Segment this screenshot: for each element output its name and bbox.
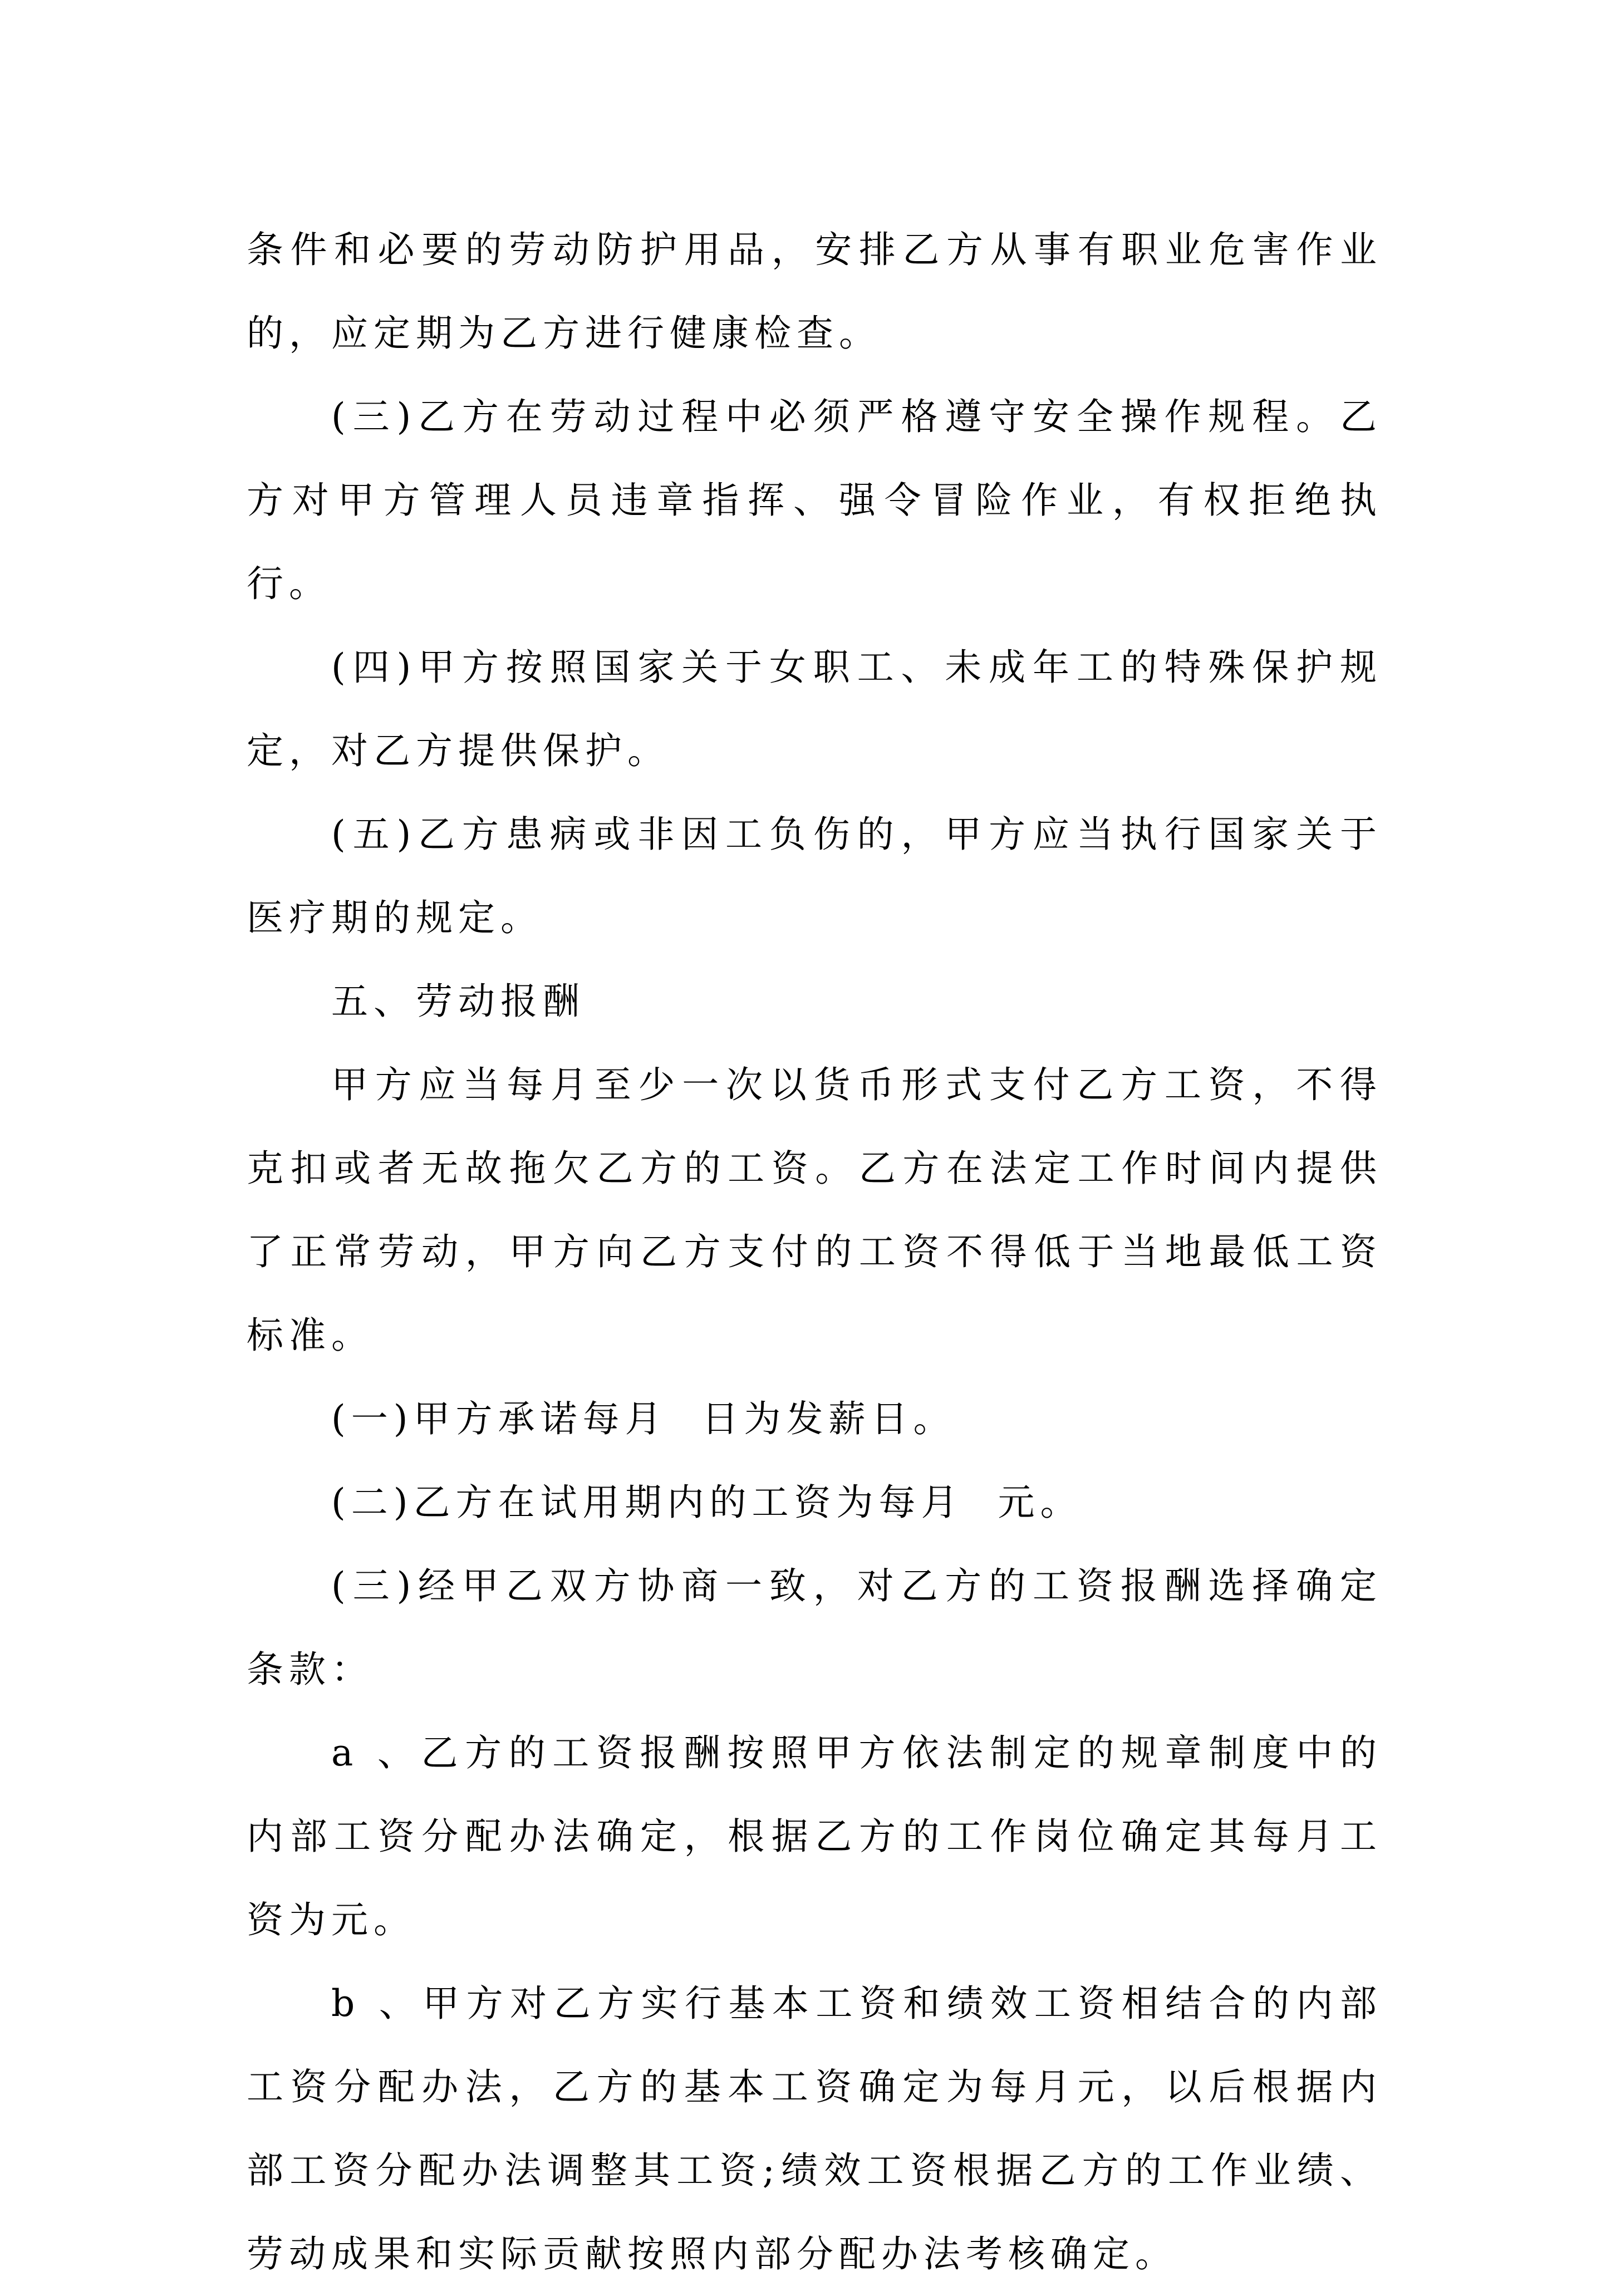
paragraph-special-protection: (四)甲方按照国家关于女职工、未成年工的特殊保护规定，对乙方提供保护。: [247, 646, 1382, 772]
paragraph-option-b: b 、甲方对乙方实行基本工资和绩效工资相结合的内部工资分配办法，乙方的基本工资确定为每月元，以后根据内部工资分配办法调整其工资;绩效工资根据乙方的工作业绩、劳动成果和实际贡献按照内部分配办法考核确定。: [247, 1982, 1382, 2275]
paragraph-safety-rules: (三)乙方在劳动过程中必须严格遵守安全操作规程。乙方对甲方管理人员违章指挥、强令冒险作业，有权拒绝执行。: [247, 395, 1382, 605]
paragraph-payday: (一)甲方承诺每月 日为发薪日。: [331, 1397, 956, 1440]
paragraph-medical-period: (五)乙方患病或非因工负伤的，甲方应当执行国家关于医疗期的规定。: [247, 813, 1382, 939]
section-heading-remuneration: 五、劳动报酬: [331, 980, 585, 1023]
document-body: [247, 208, 1382, 2296]
paragraph-wage-payment: 甲方应当每月至少一次以货币形式支付乙方工资，不得克扣或者无故拖欠乙方的工资。乙方在法定工作时间内提供了正常劳动，甲方向乙方支付的工资不得低于当地最低工资标准。: [247, 1063, 1382, 1357]
paragraph-wage-options: (三)经甲乙双方协商一致，对乙方的工资报酬选择确定条款：: [247, 1564, 1382, 1691]
paragraph-option-a: a 、乙方的工资报酬按照甲方依法制定的规章制度中的内部工资分配办法确定，根据乙方的工作岗位确定其每月工资为元。: [247, 1731, 1382, 1941]
paragraph-probation-wage: (二)乙方在试用期内的工资为每月 元。: [331, 1481, 1083, 1524]
paragraph-continuation: 条件和必要的劳动防护用品，安排乙方从事有职业危害作业的，应定期为乙方进行健康检查。: [247, 228, 1382, 355]
